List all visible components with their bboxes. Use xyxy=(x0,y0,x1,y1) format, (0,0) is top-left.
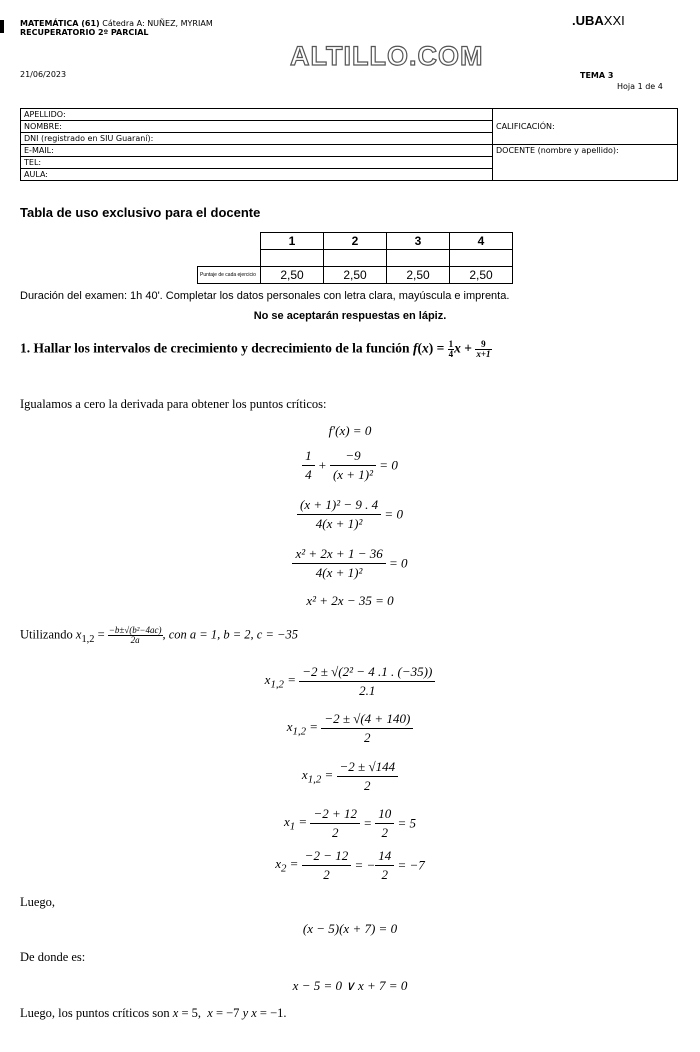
eq-step-1: $\frac{1}{4}$ + $\frac{-9}{\text{(x + 1)²}}$ = 0 xyxy=(0,448,700,483)
score-value: 2,50 xyxy=(387,267,450,284)
score-cell[interactable] xyxy=(450,250,513,267)
score-cell[interactable] xyxy=(324,250,387,267)
eq-formula-2: $x_{1,2}$ = $\frac{-2 \pm √(4 + 140)}{2}$ xyxy=(0,711,700,746)
text-utilizando: Utilizando $x_{1,2}$ = $\frac{\text{−b±√(b²−4ac)}}{2a}$ , con a = 1, b = 2, c = −35 xyxy=(20,625,298,645)
score-cell[interactable] xyxy=(261,250,324,267)
exam-name: RECUPERATORIO 2º PARCIAL xyxy=(20,28,149,37)
score-col-2: 2 xyxy=(324,233,387,250)
score-value: 2,50 xyxy=(324,267,387,284)
field-dni[interactable]: DNI (registrado en SIU Guaraní): xyxy=(21,133,493,145)
student-info-table xyxy=(20,108,678,181)
altillo-logo: ALTILLO.COM xyxy=(290,41,484,71)
problem-statement: 1. Hallar los intervalos de crecimiento y decrecimiento de la función f(x) = $\frac{1}{4}$ x + $\frac{9}{x+1}$ xyxy=(20,339,491,359)
eq-derivative-zero: f′(x) = 0 xyxy=(328,423,372,438)
field-calificacion[interactable]: CALIFICACIÓN: xyxy=(493,109,678,145)
score-col-3: 3 xyxy=(387,233,450,250)
score-row-label: Puntaje de cada ejercicio xyxy=(198,267,261,284)
text-luego-1: Luego, xyxy=(20,895,56,909)
score-value: 2,50 xyxy=(261,267,324,284)
eq-factored: (x − 5)(x + 7) = 0 xyxy=(302,921,398,936)
eq-step-3: $\frac{\text{x² + 2x + 1 − 36}}{\text{4(x + 1)²}}$ = 0 xyxy=(0,546,700,581)
uba-logo: .UBAXXI xyxy=(572,13,625,28)
text-igualamos: Igualamos a cero la derivada para obtener los puntos críticos: xyxy=(20,397,327,411)
field-docente[interactable]: DOCENTE (nombre y apellido): xyxy=(493,145,678,181)
eq-root-2: $x_2$ = $\frac{-2 - 12}{2}$ = − $\frac{14}{2}$ = −7 xyxy=(275,848,425,882)
course-name: MATEMÁTICA (61) xyxy=(20,19,100,28)
field-email[interactable]: E-MAIL: xyxy=(21,145,493,157)
scores-table xyxy=(197,232,513,284)
text-de-donde: De donde es: xyxy=(20,950,86,964)
eq-root-1: $x_1$ = $\frac{-2 + 12}{2}$ = $\frac{10}{2}$ = 5 xyxy=(283,806,417,840)
score-col-4: 4 xyxy=(450,233,513,250)
course-header xyxy=(20,19,213,37)
eq-factors-zero: x − 5 = 0 ∨ x + 7 = 0 xyxy=(292,978,408,993)
score-cell[interactable] xyxy=(387,250,450,267)
no-pencil-text: No se aceptarán respuestas en lápiz. xyxy=(253,310,447,322)
exam-date: 21/06/2023 xyxy=(20,70,67,79)
duration-text: Duración del examen: 1h 40'. Completar los datos personales con letra clara, mayúscula e imprenta. xyxy=(20,290,510,302)
eq-formula-3: $x_{1,2}$ = $\frac{-2 \pm √144}{2}$ xyxy=(0,759,700,794)
field-nombre[interactable]: NOMBRE: xyxy=(21,121,493,133)
text-critical-points: Luego, los puntos críticos son x = 5, x = −7 y x = −1. xyxy=(20,1006,287,1020)
tema-label: TEMA 3 xyxy=(580,71,614,80)
scores-title: Tabla de uso exclusivo para el docente xyxy=(20,205,261,220)
margin-bar xyxy=(0,20,4,33)
score-col-1: 1 xyxy=(261,233,324,250)
page-number: Hoja 1 de 4 xyxy=(617,82,663,91)
field-apellido[interactable]: APELLIDO: xyxy=(21,109,493,121)
eq-formula-1: $x_{1,2}$ = $\frac{\text{−2 ± √(2² − 4 .1 . (−35))}}{2.1}$ xyxy=(0,664,700,699)
field-aula[interactable]: AULA: xyxy=(21,169,493,181)
score-value: 2,50 xyxy=(450,267,513,284)
eq-quadratic: x² + 2x − 35 = 0 xyxy=(306,593,394,608)
field-tel[interactable]: TEL: xyxy=(21,157,493,169)
course-catedra: Cátedra A: NUÑEZ, MYRIAM xyxy=(99,19,213,28)
eq-step-2: $\frac{\text{(x + 1)² − 9 . 4}}{\text{4(x + 1)²}}$ = 0 xyxy=(0,497,700,532)
